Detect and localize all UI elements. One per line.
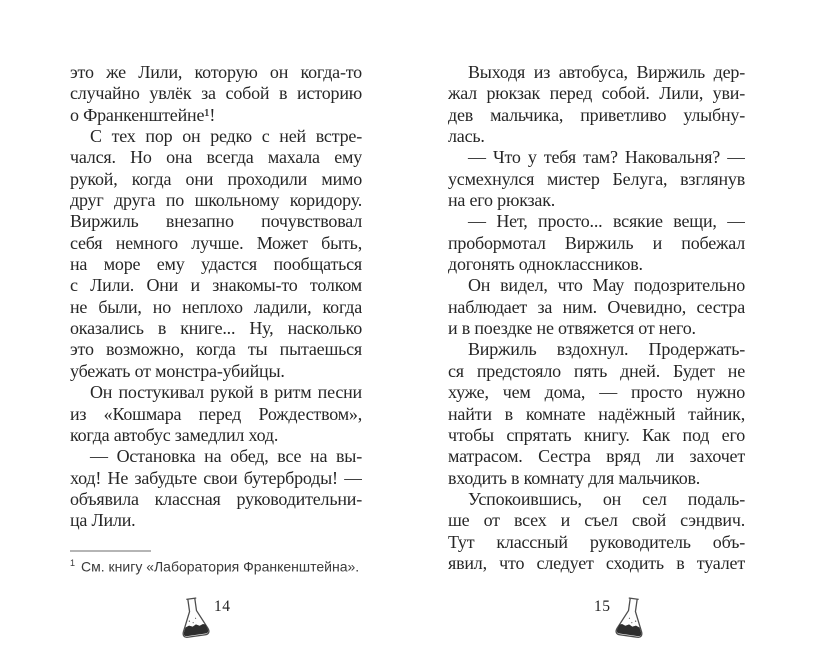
page-number-right: 15 (594, 598, 611, 615)
text-line: из «Кошмара перед Рождеством», (70, 403, 362, 424)
text-line: лась. (448, 126, 485, 147)
text-line: ше от всех и съел свой сэндвич. (448, 510, 745, 531)
footnote-text (70, 558, 362, 575)
text-line: С тех пор он редко с ней встре- (90, 126, 362, 147)
text-line: Виржиль вздохнул. Продержать- (468, 339, 745, 360)
text-line: чался. Но она всегда махала ему (70, 147, 362, 168)
text-line: — Что у тебя там? Наковальня? — (468, 147, 745, 168)
text-line: — Нет, просто... всякие вещи, — (468, 211, 745, 232)
text-line: это же Лили, которую он когда-то (70, 62, 362, 82)
text-line: явил, что следует сходить в туалет (448, 552, 745, 573)
text-line: друг друга по школьному коридору. (70, 190, 362, 211)
text-line: Успокоившись, он сел подаль- (468, 488, 745, 509)
text-line: случайно увлёк за собой в историю (70, 83, 362, 104)
text-line: хуже, чем дома, — просто нужно (448, 382, 745, 403)
text-line: — Остановка на обед, все на вы- (90, 446, 362, 467)
text-line: Тут классный руководитель объ- (448, 531, 745, 552)
text-line: Виржиль внезапно почувствовал (70, 211, 362, 232)
text-line: объявила классная руководительни- (70, 488, 362, 509)
text-line: матрасом. Сестра вряд ли захочет (448, 446, 745, 467)
text-line: ца Лили. (70, 510, 136, 531)
text-line: на его рюкзак. (448, 190, 556, 211)
text-line: когда автобус замедлил ход. (70, 424, 279, 445)
text-line: на море ему удастся пообщаться (70, 254, 362, 275)
page-left-footer (179, 596, 231, 640)
text-line: Он видел, что Мау подозрительно (468, 275, 745, 296)
page-left-text (70, 62, 362, 532)
text-line: рукой, когда они проходили мимо (70, 168, 362, 189)
text-line: Он постукивал рукой в ритм песни (90, 382, 362, 403)
text-line: не были, но неплохо ладили, когда (70, 296, 362, 317)
text-line: оказались в книге... Ну, насколько (70, 318, 362, 339)
text-line: пробормотал Виржиль и побежал (448, 232, 745, 253)
text-line: о Франкенштейне¹! (70, 104, 216, 125)
text-line: ся предстояло пять дней. Будет не (448, 360, 745, 381)
page-right-text (448, 62, 745, 574)
text-line: это возможно, когда ты пытаешься (70, 339, 362, 360)
text-line: себя немного лучше. Может быть, (70, 232, 362, 253)
page-right-footer (594, 596, 646, 640)
text-line: жал рюкзак перед собой. Лили, уви- (448, 83, 745, 104)
flask-icon (613, 594, 649, 642)
text-line: и в поездке не отвяжется от него. (448, 318, 696, 339)
flask-icon (176, 594, 212, 642)
page-number-left: 14 (214, 598, 231, 615)
text-line: входить в комнату для мальчиков. (448, 467, 701, 488)
text-line: усмехнулся мистер Белуга, взглянув (448, 168, 745, 189)
text-line: ход! Не забудьте свои бутерброды! — (70, 467, 362, 488)
text-line: Выходя из автобуса, Виржиль дер- (468, 62, 745, 82)
text-line: с Лили. Они и знакомы-то толком (70, 275, 362, 296)
text-line: дев мальчика, приветливо улыбну- (448, 104, 745, 125)
text-line: чтобы спрятать книгу. Как под его (448, 424, 745, 445)
text-line: наблюдает за ним. Очевидно, сестра (448, 296, 745, 317)
text-line: догонять одноклассников. (448, 254, 643, 275)
text-line: найти в комнате надёжный тайник, (448, 403, 745, 424)
footnote-rule (70, 550, 151, 552)
footnote (70, 550, 362, 575)
text-line: убежать от монстра-убийцы. (70, 360, 285, 381)
footnote-marker: 1 (70, 558, 76, 568)
footnote-body: См. книгу «Лаборатория Франкенштейна». (81, 558, 360, 575)
